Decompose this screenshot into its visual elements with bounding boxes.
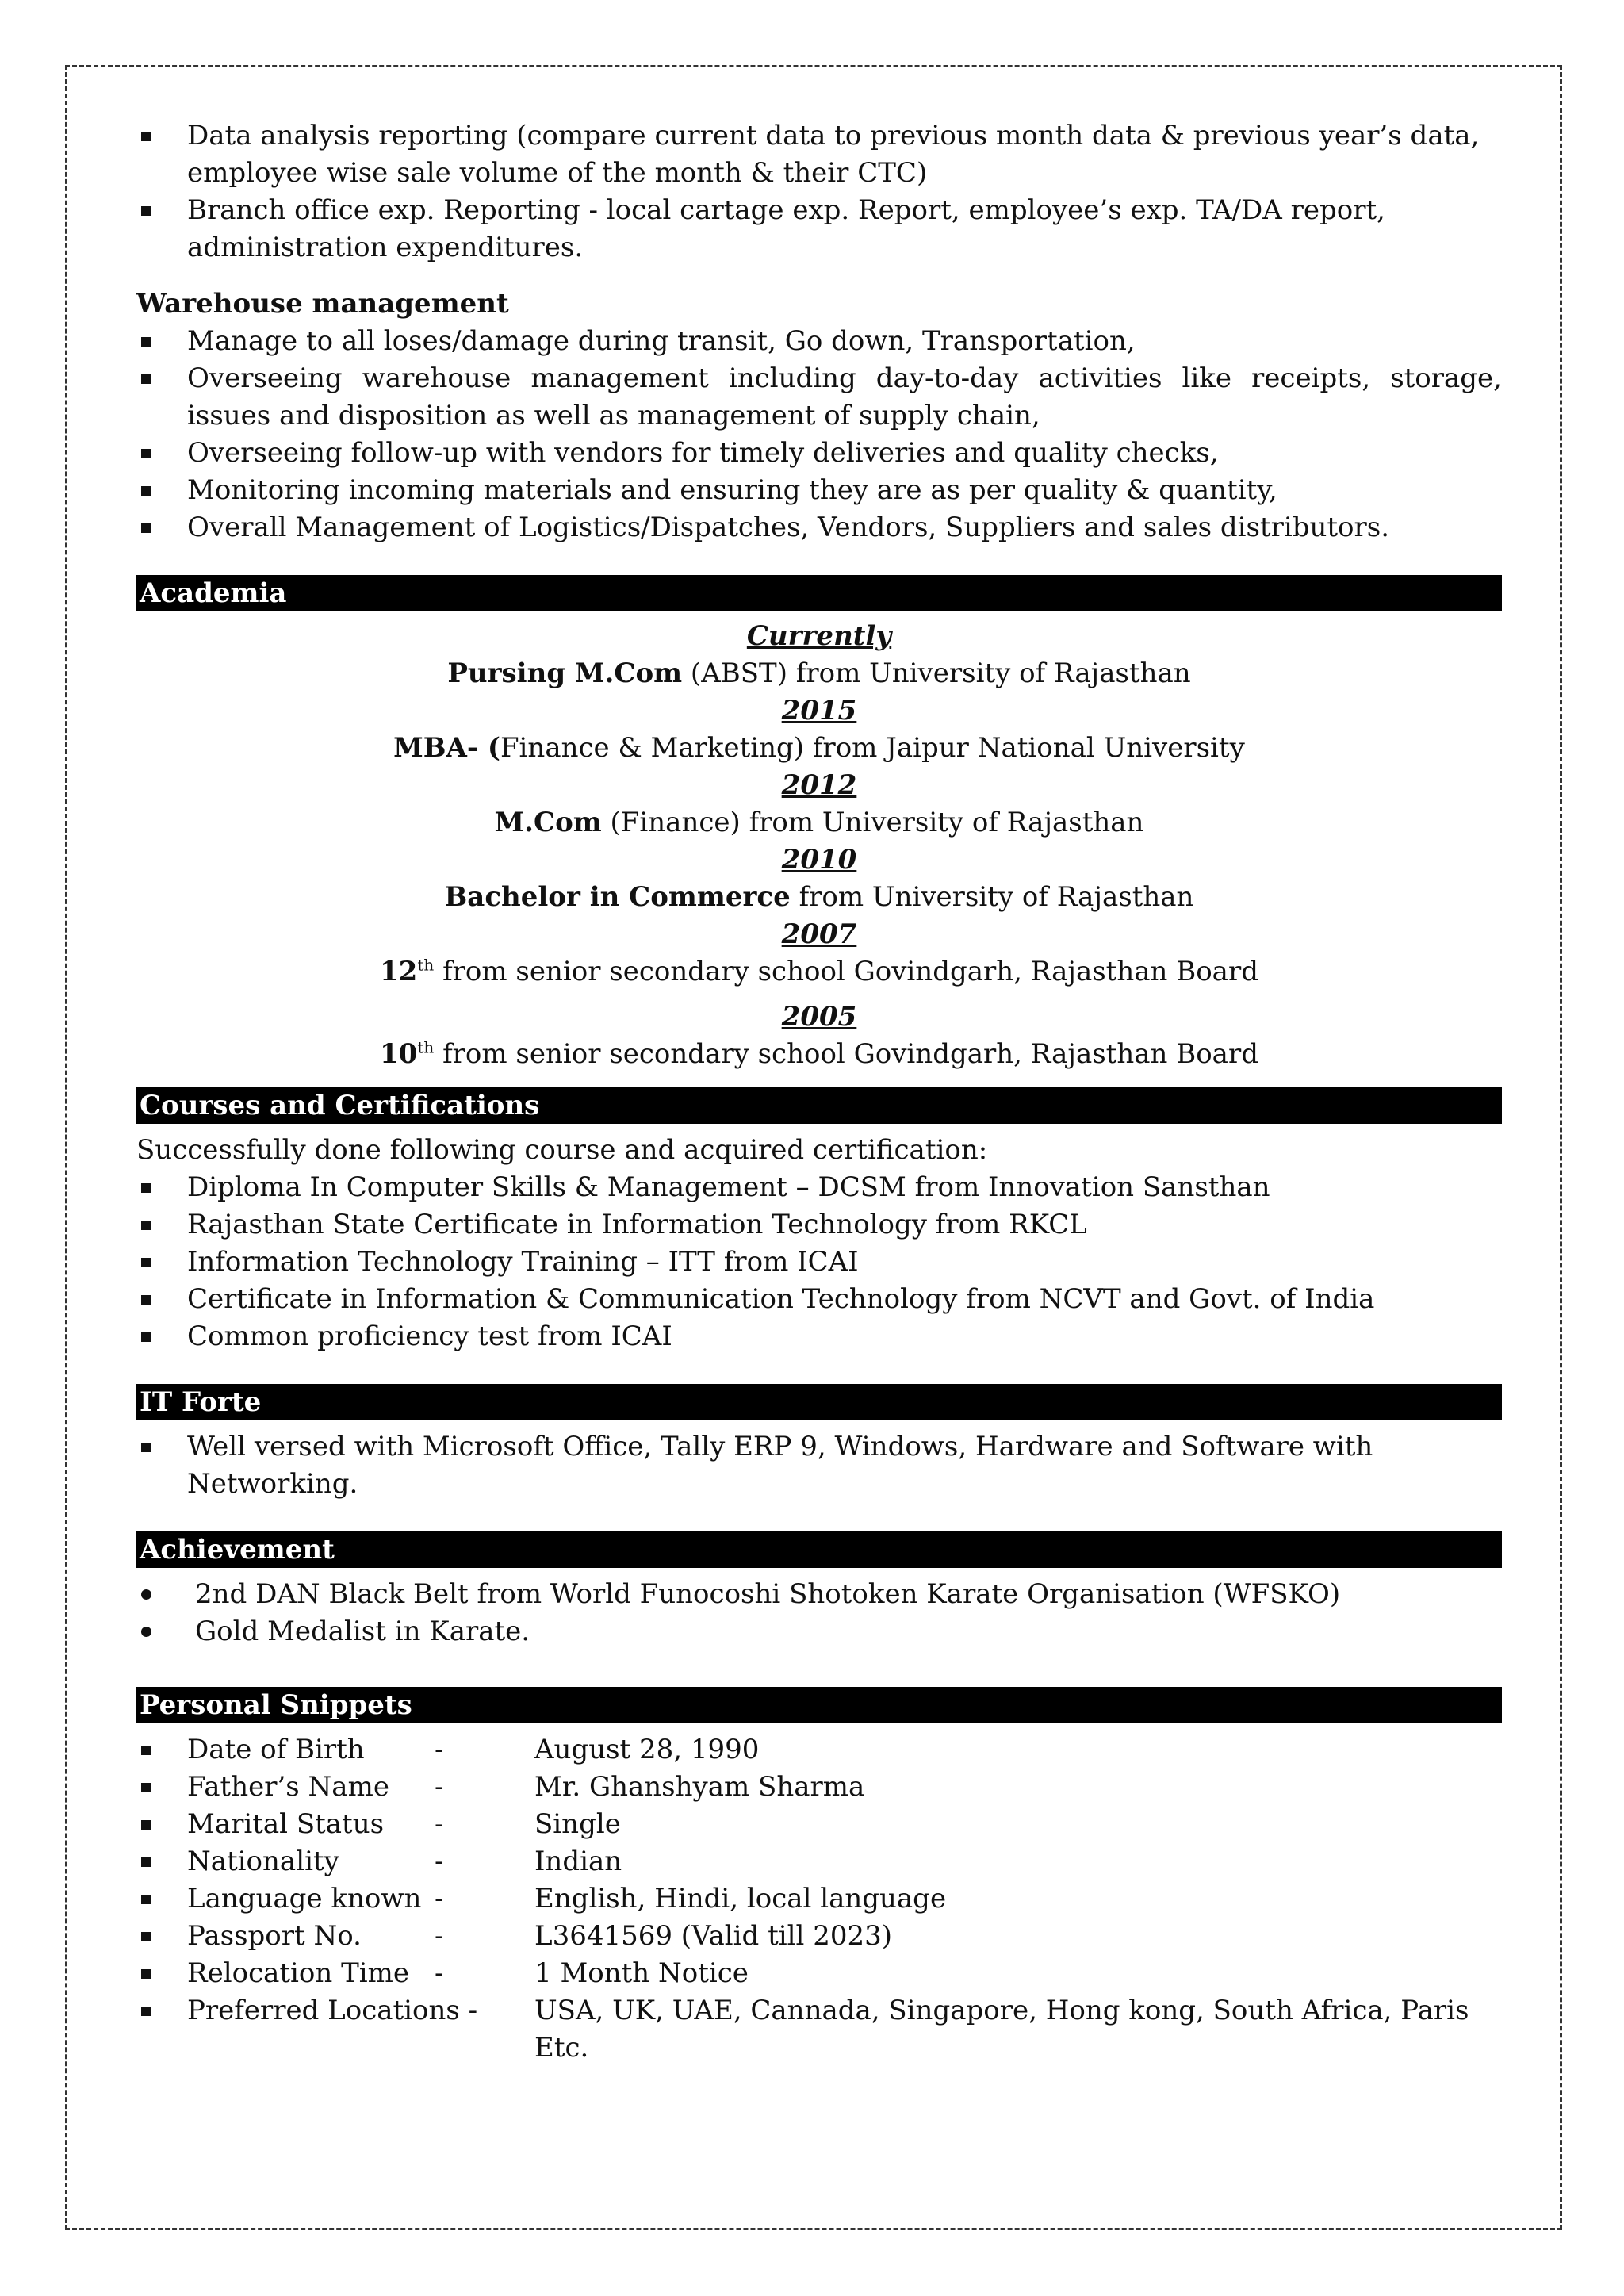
list-item: Data analysis reporting (compare current data to previous month data & previous year’s data, employee wise sale volume of the month & their CTC)	[136, 117, 1502, 192]
academia-year: 2012	[781, 769, 857, 801]
personal-row: Marital Status - Single	[136, 1806, 1502, 1843]
round-bullet-icon	[141, 1627, 151, 1637]
square-bullet-icon	[141, 1332, 151, 1342]
list-item: Diploma In Computer Skills & Management – DCSM from Innovation Sansthan	[136, 1169, 1502, 1206]
academia-entry: 12th from senior secondary school Govindgarh, Rajasthan Board	[380, 955, 1258, 987]
list-item: 2nd DAN Black Belt from World Funocoshi Shotoken Karate Organisation (WFSKO)	[136, 1576, 1502, 1613]
list-item: Branch office exp. Reporting - local cartage exp. Report, employee’s exp. TA/DA report, administration expenditures.	[136, 192, 1502, 266]
square-bullet-icon	[141, 449, 151, 458]
personal-row: Passport No. - L3641569 (Valid till 2023)	[136, 1918, 1502, 1955]
academia-year: Currently	[746, 620, 892, 652]
section-header-courses: Courses and Certifications	[136, 1087, 1502, 1124]
section-header-personal: Personal Snippets	[136, 1687, 1502, 1723]
square-bullet-icon	[141, 1258, 151, 1267]
list-item: Rajasthan State Certificate in Information Technology from RKCL	[136, 1206, 1502, 1244]
resume-page	[136, 117, 1502, 2067]
square-bullet-icon	[141, 1443, 151, 1452]
academia-section	[136, 618, 1502, 1073]
list-item: Overseeing warehouse management including day-to-day activities like receipts, storage, issues and disposition as well as management of supply chain,	[136, 360, 1502, 435]
academia-entry: Pursing M.Com (ABST) from University of Rajasthan	[447, 657, 1191, 689]
list-item: Monitoring incoming materials and ensuring they are as per quality & quantity,	[136, 472, 1502, 509]
square-bullet-icon	[141, 1895, 151, 1904]
achievement-list	[136, 1576, 1502, 1650]
square-bullet-icon	[141, 206, 151, 216]
square-bullet-icon	[141, 486, 151, 496]
list-item: Well versed with Microsoft Office, Tally ERP 9, Windows, Hardware and Software with Networking.	[136, 1428, 1502, 1503]
square-bullet-icon	[141, 1783, 151, 1792]
courses-list	[136, 1169, 1502, 1355]
square-bullet-icon	[141, 1857, 151, 1867]
academia-year: 2015	[781, 695, 857, 726]
square-bullet-icon	[141, 1295, 151, 1305]
list-item: Overall Management of Logistics/Dispatches, Vendors, Suppliers and sales distributors.	[136, 509, 1502, 546]
square-bullet-icon	[141, 132, 151, 141]
it-forte-list	[136, 1428, 1502, 1503]
academia-year: 2005	[781, 1001, 857, 1033]
academia-entry: Bachelor in Commerce from University of Rajasthan	[444, 881, 1194, 913]
square-bullet-icon	[141, 1820, 151, 1830]
list-item: Common proficiency test from ICAI	[136, 1318, 1502, 1355]
square-bullet-icon	[141, 1183, 151, 1193]
square-bullet-icon	[141, 2007, 151, 2016]
academia-year: 2007	[781, 918, 857, 950]
personal-row: Father’s Name - Mr. Ghanshyam Sharma	[136, 1769, 1502, 1806]
list-item: Information Technology Training – ITT from ICAI	[136, 1244, 1502, 1281]
warehouse-heading: Warehouse management	[136, 288, 509, 320]
personal-row: Relocation Time - 1 Month Notice	[136, 1955, 1502, 1992]
reporting-list	[136, 117, 1502, 266]
warehouse-list	[136, 323, 1502, 546]
square-bullet-icon	[141, 1932, 151, 1941]
personal-row: Date of Birth - August 28, 1990	[136, 1731, 1502, 1769]
square-bullet-icon	[141, 1746, 151, 1755]
list-item: Overseeing follow-up with vendors for timely deliveries and quality checks,	[136, 435, 1502, 472]
list-item: Manage to all loses/damage during transit, Go down, Transportation,	[136, 323, 1502, 360]
section-header-it-forte: IT Forte	[136, 1384, 1502, 1420]
courses-intro: Successfully done following course and acquired certification:	[136, 1134, 988, 1166]
section-header-academia: Academia	[136, 575, 1502, 611]
section-header-achievement: Achievement	[136, 1531, 1502, 1568]
square-bullet-icon	[141, 337, 151, 347]
square-bullet-icon	[141, 523, 151, 533]
round-bullet-icon	[141, 1589, 151, 1600]
academia-entry: 10th from senior secondary school Govindgarh, Rajasthan Board	[380, 1037, 1258, 1070]
list-item: Gold Medalist in Karate.	[136, 1613, 1502, 1650]
personal-row: Language known - English, Hindi, local language	[136, 1880, 1502, 1918]
academia-year: 2010	[781, 844, 857, 876]
square-bullet-icon	[141, 374, 151, 384]
academia-entry: M.Com (Finance) from University of Rajasthan	[494, 807, 1144, 838]
academia-entry: MBA- (Finance & Marketing) from Jaipur National University	[393, 732, 1245, 764]
square-bullet-icon	[141, 1221, 151, 1230]
list-item: Certificate in Information & Communication Technology from NCVT and Govt. of India	[136, 1281, 1502, 1318]
personal-row: Preferred Locations - USA, UK, UAE, Cannada, Singapore, Hong kong, South Africa, Paris Etc.	[136, 1992, 1502, 2067]
square-bullet-icon	[141, 1969, 151, 1979]
personal-row: Nationality - Indian	[136, 1843, 1502, 1880]
personal-details-list	[136, 1731, 1502, 2067]
